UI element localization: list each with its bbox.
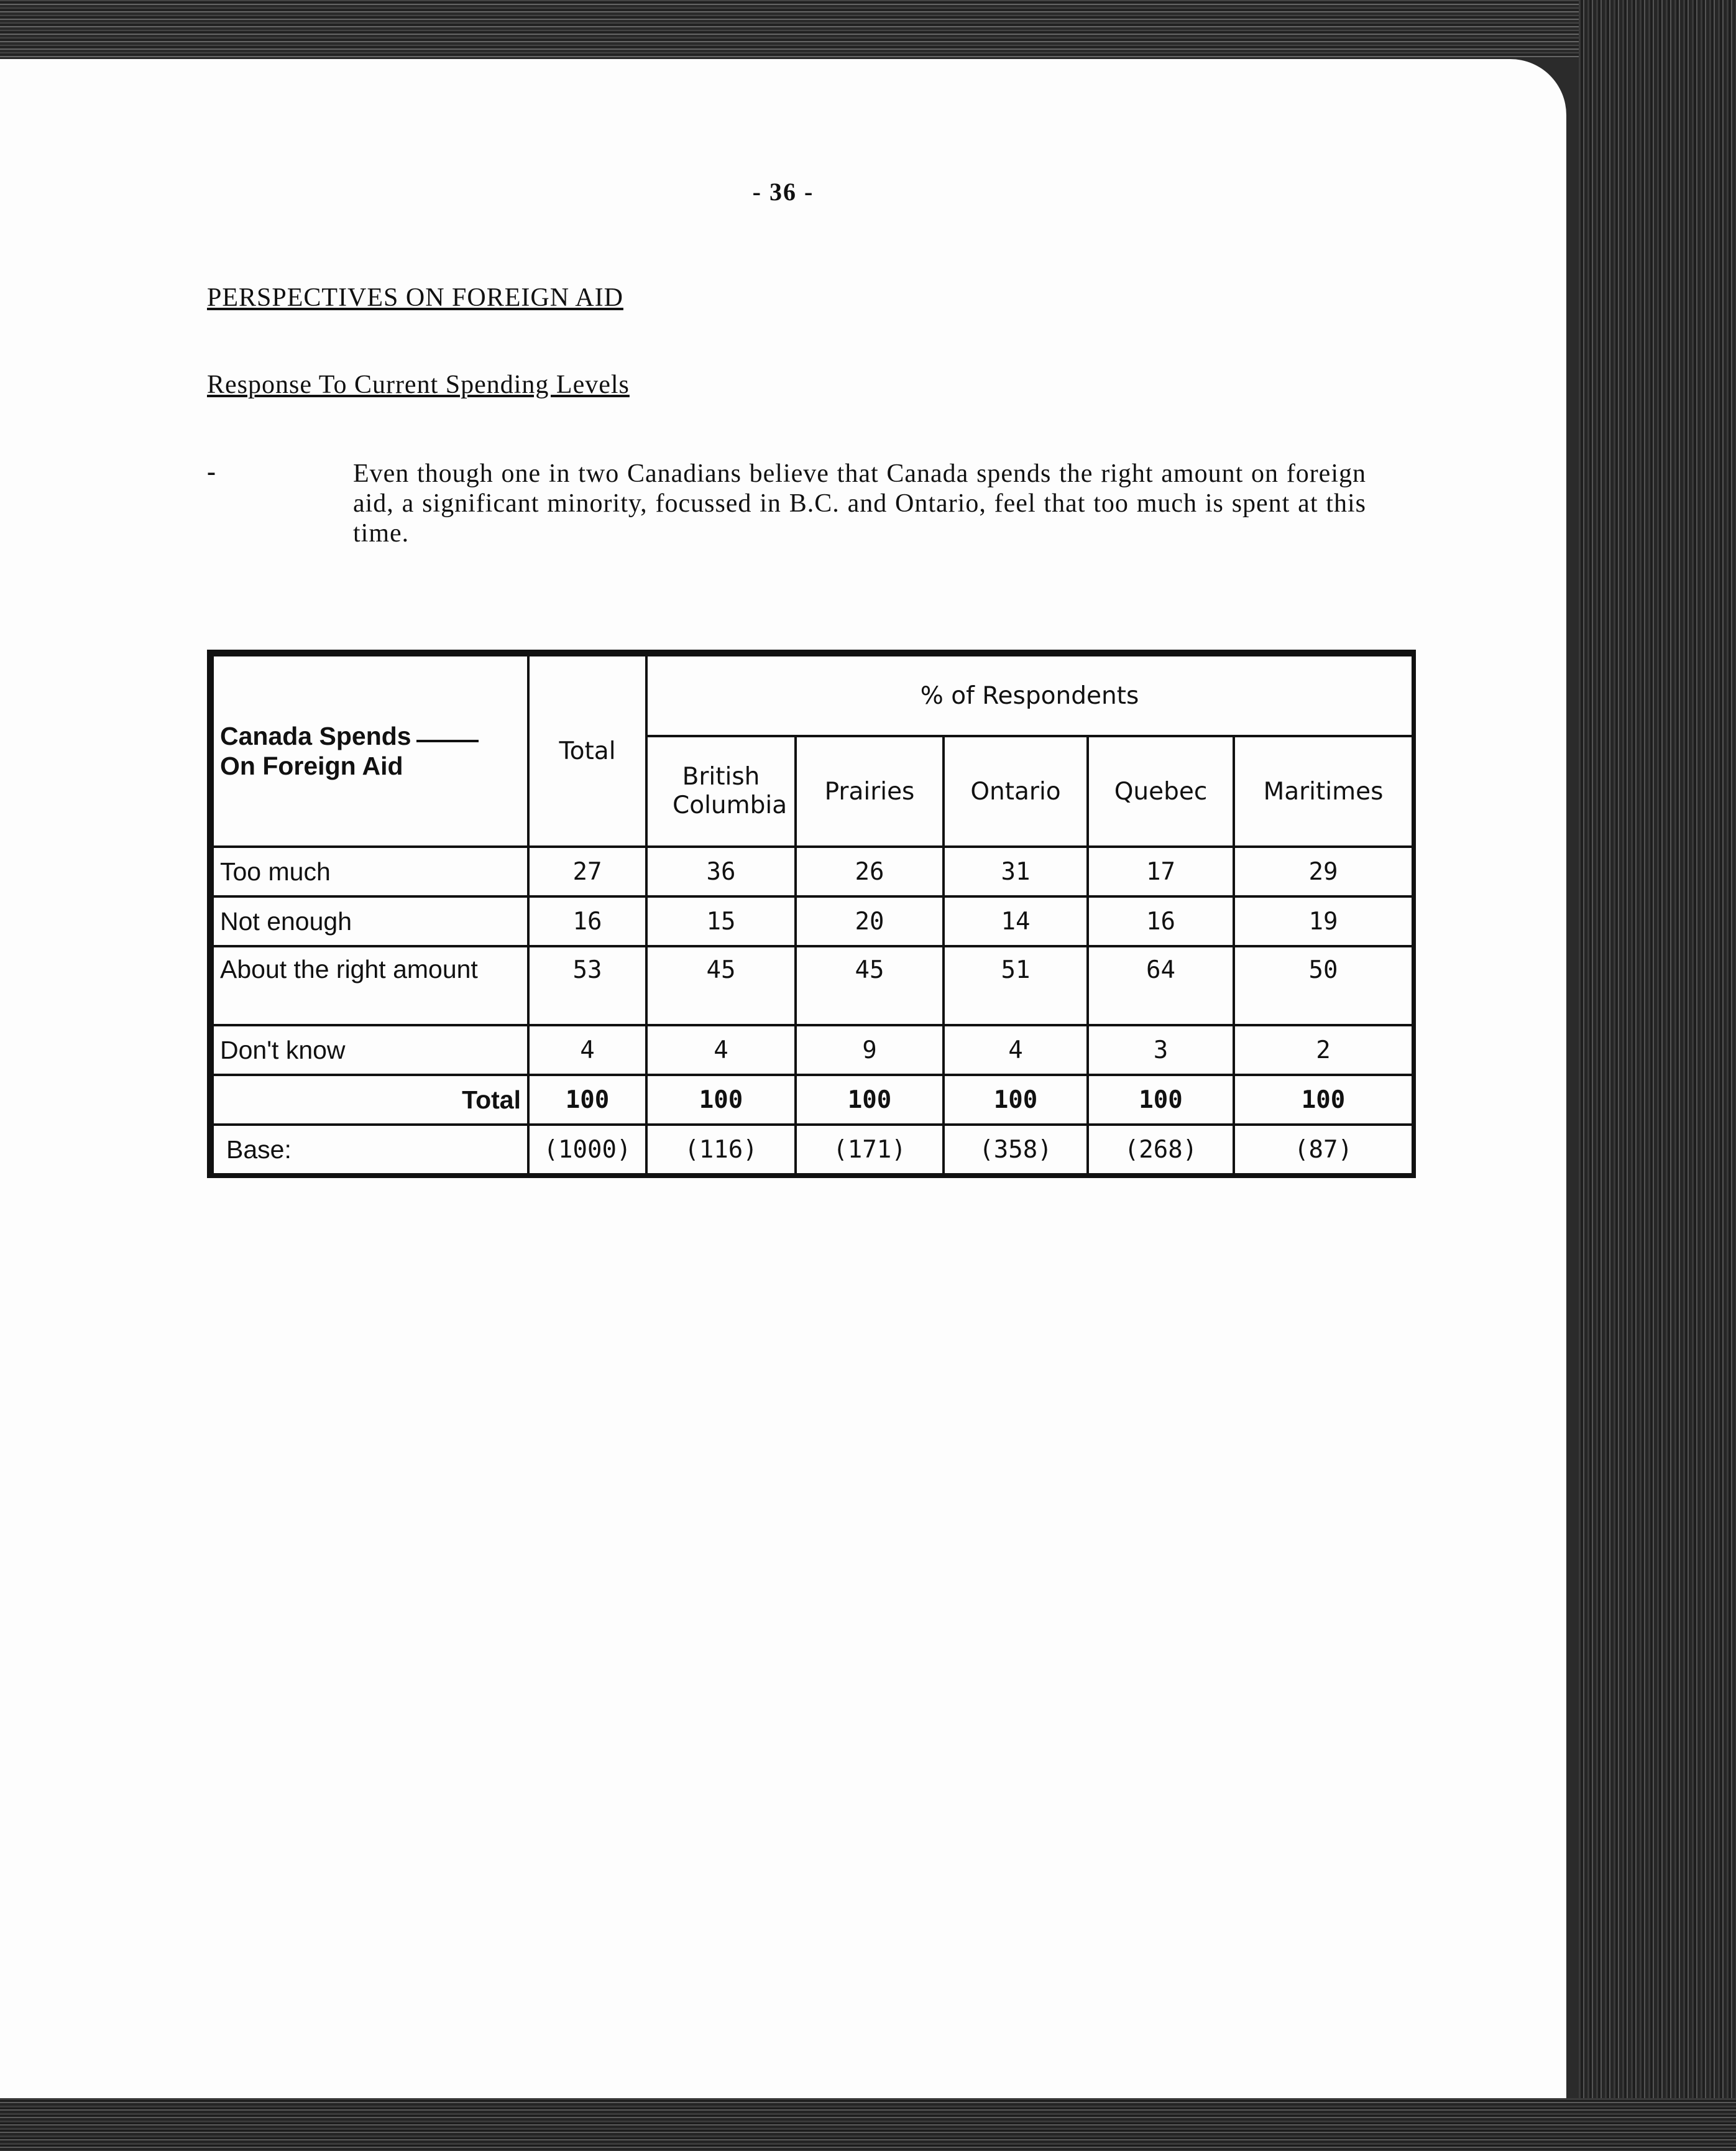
cell-value: 36: [646, 847, 796, 896]
row-label: Too much: [213, 847, 528, 896]
total-value: 100: [646, 1075, 796, 1125]
cell-value: 16: [1088, 896, 1234, 946]
base-value: (116): [646, 1125, 796, 1174]
table-row: [213, 946, 1413, 1025]
cell-value: 20: [796, 896, 944, 946]
cell-value: 27: [528, 847, 646, 896]
group-header: % of Respondents: [646, 655, 1413, 736]
row-label: Don't know: [213, 1025, 528, 1075]
cell-value: 29: [1234, 847, 1413, 896]
scan-border-right: [1579, 0, 1736, 2151]
bullet-marker: -: [207, 458, 216, 486]
table-row: [213, 896, 1413, 946]
base-row: [213, 1125, 1413, 1174]
stub-header-line1: Canada Spends: [220, 722, 411, 750]
base-row-label: Base:: [213, 1125, 528, 1174]
cell-value: 51: [944, 946, 1088, 1025]
cell-value: 4: [646, 1025, 796, 1075]
stub-header-line2: On Foreign Aid: [220, 752, 403, 780]
total-value: 100: [1234, 1075, 1413, 1125]
total-value: 100: [944, 1075, 1088, 1125]
page-number: - 36 -: [752, 178, 814, 206]
base-value: (87): [1234, 1125, 1413, 1174]
cell-value: 64: [1088, 946, 1234, 1025]
total-row-label: Total: [213, 1075, 528, 1125]
table-row: [213, 847, 1413, 896]
cell-value: 14: [944, 896, 1088, 946]
section-title: PERSPECTIVES ON FOREIGN AID: [207, 283, 623, 312]
cell-value: 15: [646, 896, 796, 946]
cell-value: 50: [1234, 946, 1413, 1025]
scan-border-bottom: [0, 2098, 1736, 2151]
cell-value: 2: [1234, 1025, 1413, 1075]
stub-header: [213, 655, 528, 847]
base-value: (171): [796, 1125, 944, 1174]
total-value: 100: [796, 1075, 944, 1125]
total-value: 100: [1088, 1075, 1234, 1125]
subsection-title: Response To Current Spending Levels: [207, 371, 630, 399]
cell-value: 4: [528, 1025, 646, 1075]
row-label: About the right amount: [213, 946, 528, 1025]
total-value: 100: [528, 1075, 646, 1125]
cell-value: 45: [646, 946, 796, 1025]
total-header: Total: [528, 655, 646, 847]
region-header-ontario: Ontario: [944, 736, 1088, 847]
cell-value: 45: [796, 946, 944, 1025]
table-row: [213, 1025, 1413, 1075]
cell-value: 53: [528, 946, 646, 1025]
results-table: [207, 650, 1416, 1178]
base-value: (268): [1088, 1125, 1234, 1174]
bullet-text: Even though one in two Canadians believe that Canada spends the right amount on foreign aid, a significant minority, focussed in B.C. and Ontario, feel that too much is spent at this time.: [353, 459, 1366, 548]
base-value: (358): [944, 1125, 1088, 1174]
cell-value: 16: [528, 896, 646, 946]
total-row: [213, 1075, 1413, 1125]
cell-value: 26: [796, 847, 944, 896]
region-header-prairies: Prairies: [796, 736, 944, 847]
cell-value: 9: [796, 1025, 944, 1075]
region-header-maritimes: Maritimes: [1234, 736, 1413, 847]
cell-value: 19: [1234, 896, 1413, 946]
base-value: (1000): [528, 1125, 646, 1174]
region-header-bc: British Columbia: [646, 736, 796, 847]
scan-border-top: [0, 0, 1736, 59]
cell-value: 31: [944, 847, 1088, 896]
cell-value: 4: [944, 1025, 1088, 1075]
row-label: Not enough: [213, 896, 528, 946]
region-header-quebec: Quebec: [1088, 736, 1234, 847]
cell-value: 17: [1088, 847, 1234, 896]
blank-line: [416, 740, 479, 742]
cell-value: 3: [1088, 1025, 1234, 1075]
table-header-row-1: [213, 655, 1413, 736]
